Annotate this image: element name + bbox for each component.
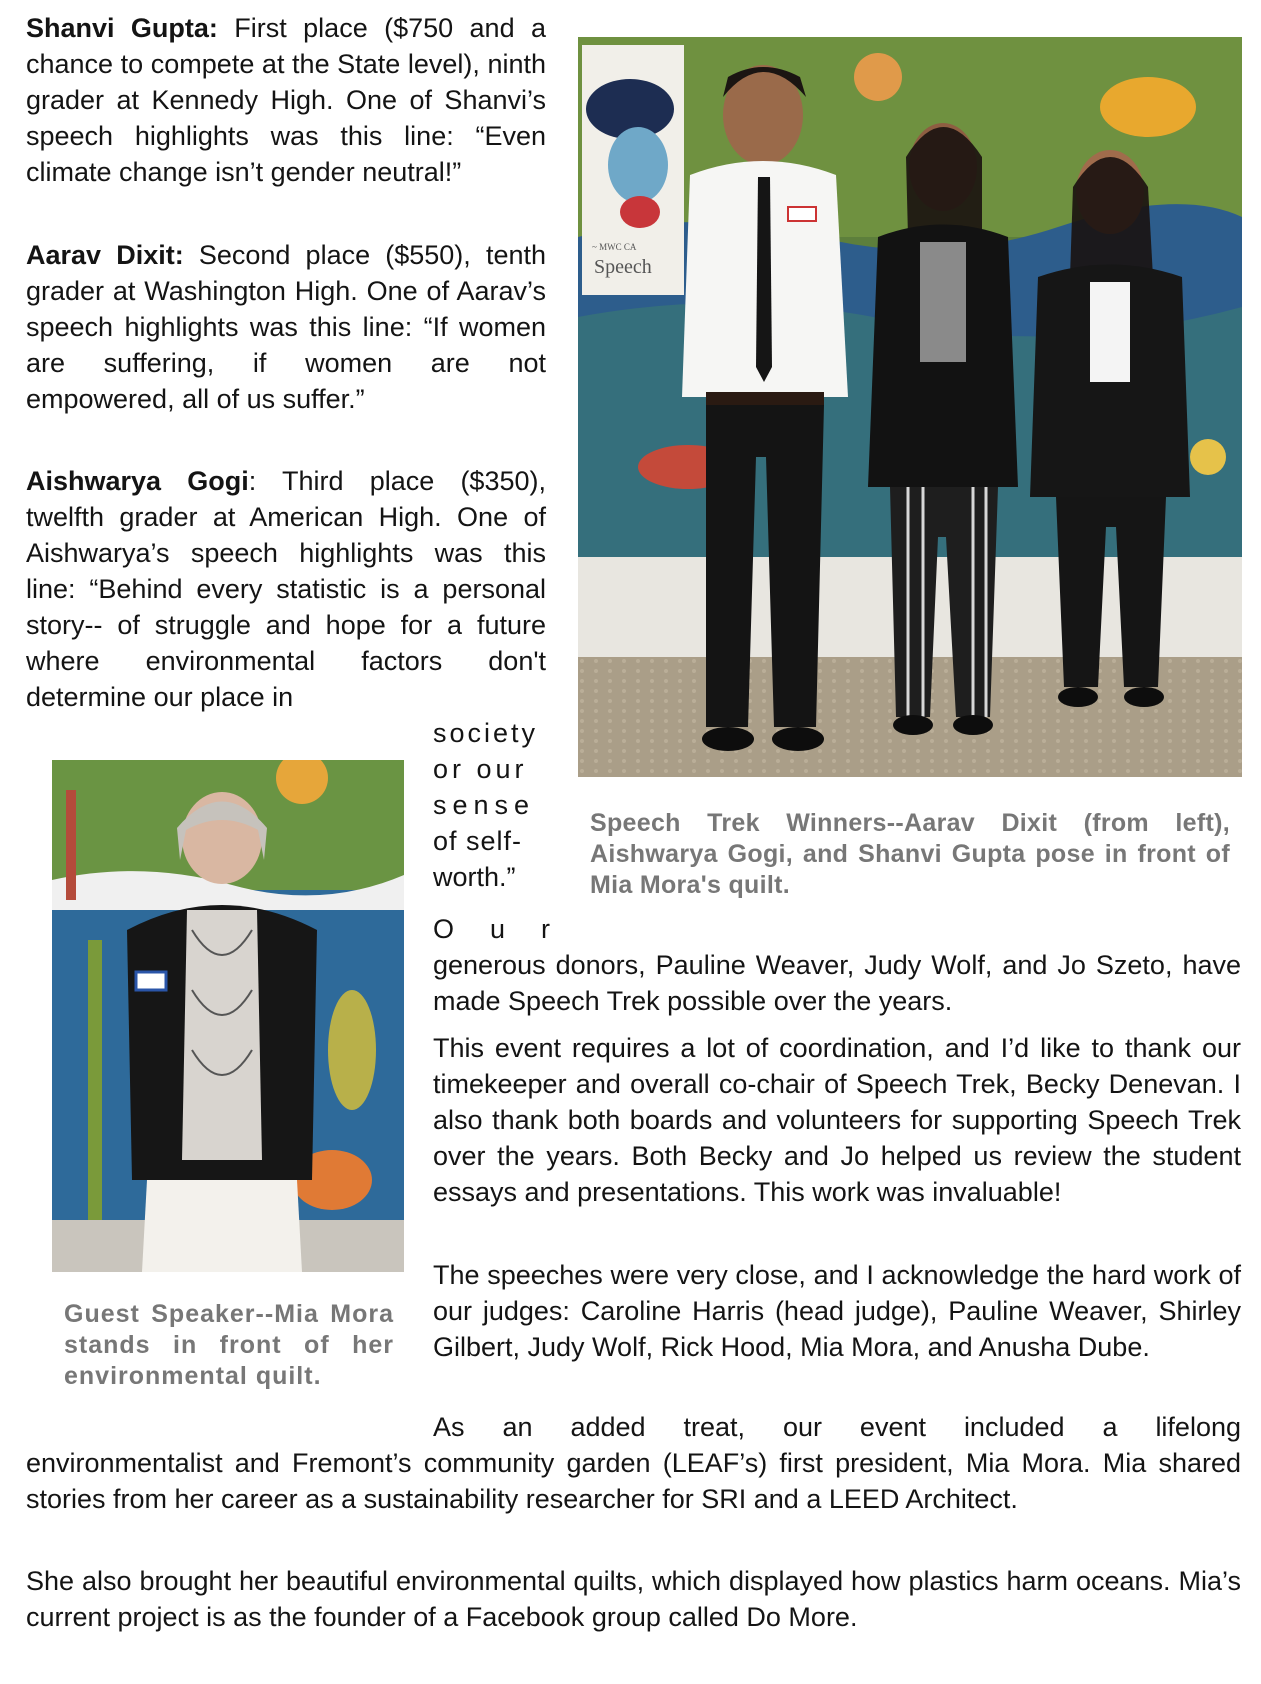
donors-lead <box>433 911 586 947</box>
quilts-paragraph: She also brought her beautiful environmental quilts, which displayed how plastics harm oceans. Mia’s current project is as the founder of a Facebook group called Do More. <box>26 1566 1241 1632</box>
quote-tail-line: society <box>433 718 539 748</box>
donors-paragraph: generous donors, Pauline Weaver, Judy Wolf, and Jo Szeto, have made Speech Trek possible over the years. <box>433 950 1241 1016</box>
coordination-paragraph: This event requires a lot of coordination, and I’d like to thank our timekeeper and overall co-chair of Speech Trek, Becky Denevan. I also thank both boards and volunteers for supporting Speech Trek over the years. Both Becky and Jo helped us review the student essays and presentations. This work was invaluable! <box>433 1033 1241 1207</box>
banner-small-text: ~ MWC CA <box>592 242 637 252</box>
winner-1-paragraph <box>26 10 546 190</box>
quote-tail-line: of self- <box>433 826 523 856</box>
quote-tail-line: worth.” <box>433 862 516 892</box>
banner-text: Speech <box>594 256 652 278</box>
winner-3-paragraph <box>26 463 546 715</box>
treat-lead: As an added treat, our event included a lifelong <box>433 1412 1241 1442</box>
winner-1-name: Shanvi Gupta: <box>26 13 218 43</box>
winner-3-text: : Third place ($350), twelfth grader at American High. One of Aishwarya’s speech highlights was this line: “Behind every statistic is a personal story-- of struggle and hope for a future where environmental factors don't determine our place in <box>26 466 546 712</box>
quote-tail-line: sense <box>433 790 536 820</box>
winners-photo-illustration <box>578 37 1242 777</box>
winners-photo-caption: Speech Trek Winners--Aarav Dixit (from left), Aishwarya Gogi, and Shanvi Gupta pose in front of Mia Mora's quilt. <box>590 809 1230 899</box>
quote-tail-line: or our <box>433 754 528 784</box>
speaker-photo-caption: Guest Speaker--Mia Mora stands in front of her environmental quilt. <box>64 1300 394 1390</box>
speaker-photo <box>52 760 404 1272</box>
speaker-photo-illustration <box>52 760 404 1272</box>
treat-paragraph: environmentalist and Fremont’s community garden (LEAF’s) first president, Mia Mora. Mia shared stories from her career as a sustainability researcher for SRI and a LEED Architect. <box>26 1448 1241 1514</box>
winner-1-text: First place ($750 and a chance to compete at the State level), ninth grader at Kennedy High. One of Shanvi’s speech highlights was this line: “Even climate change isn’t gender neutral!” <box>26 13 546 187</box>
quote-tail <box>433 715 548 895</box>
winner-3-name: Aishwarya Gogi <box>26 466 249 496</box>
winner-2-paragraph <box>26 237 546 417</box>
winner-2-text: Second place ($550), tenth grader at Washington High. One of Aarav’s speech highlights was this line: “If women are suffering, if women are not empowered, all of us suffer.” <box>26 240 546 414</box>
winners-photo <box>578 37 1242 777</box>
donors-lead-word: Our <box>433 914 587 944</box>
winner-2-name: Aarav Dixit: <box>26 240 184 270</box>
judges-paragraph: The speeches were very close, and I acknowledge the hard work of our judges: Caroline Harris (head judge), Pauline Weaver, Shirley Gilbert, Judy Wolf, Rick Hood, Mia Mora, and Anusha Dube. <box>433 1260 1241 1362</box>
